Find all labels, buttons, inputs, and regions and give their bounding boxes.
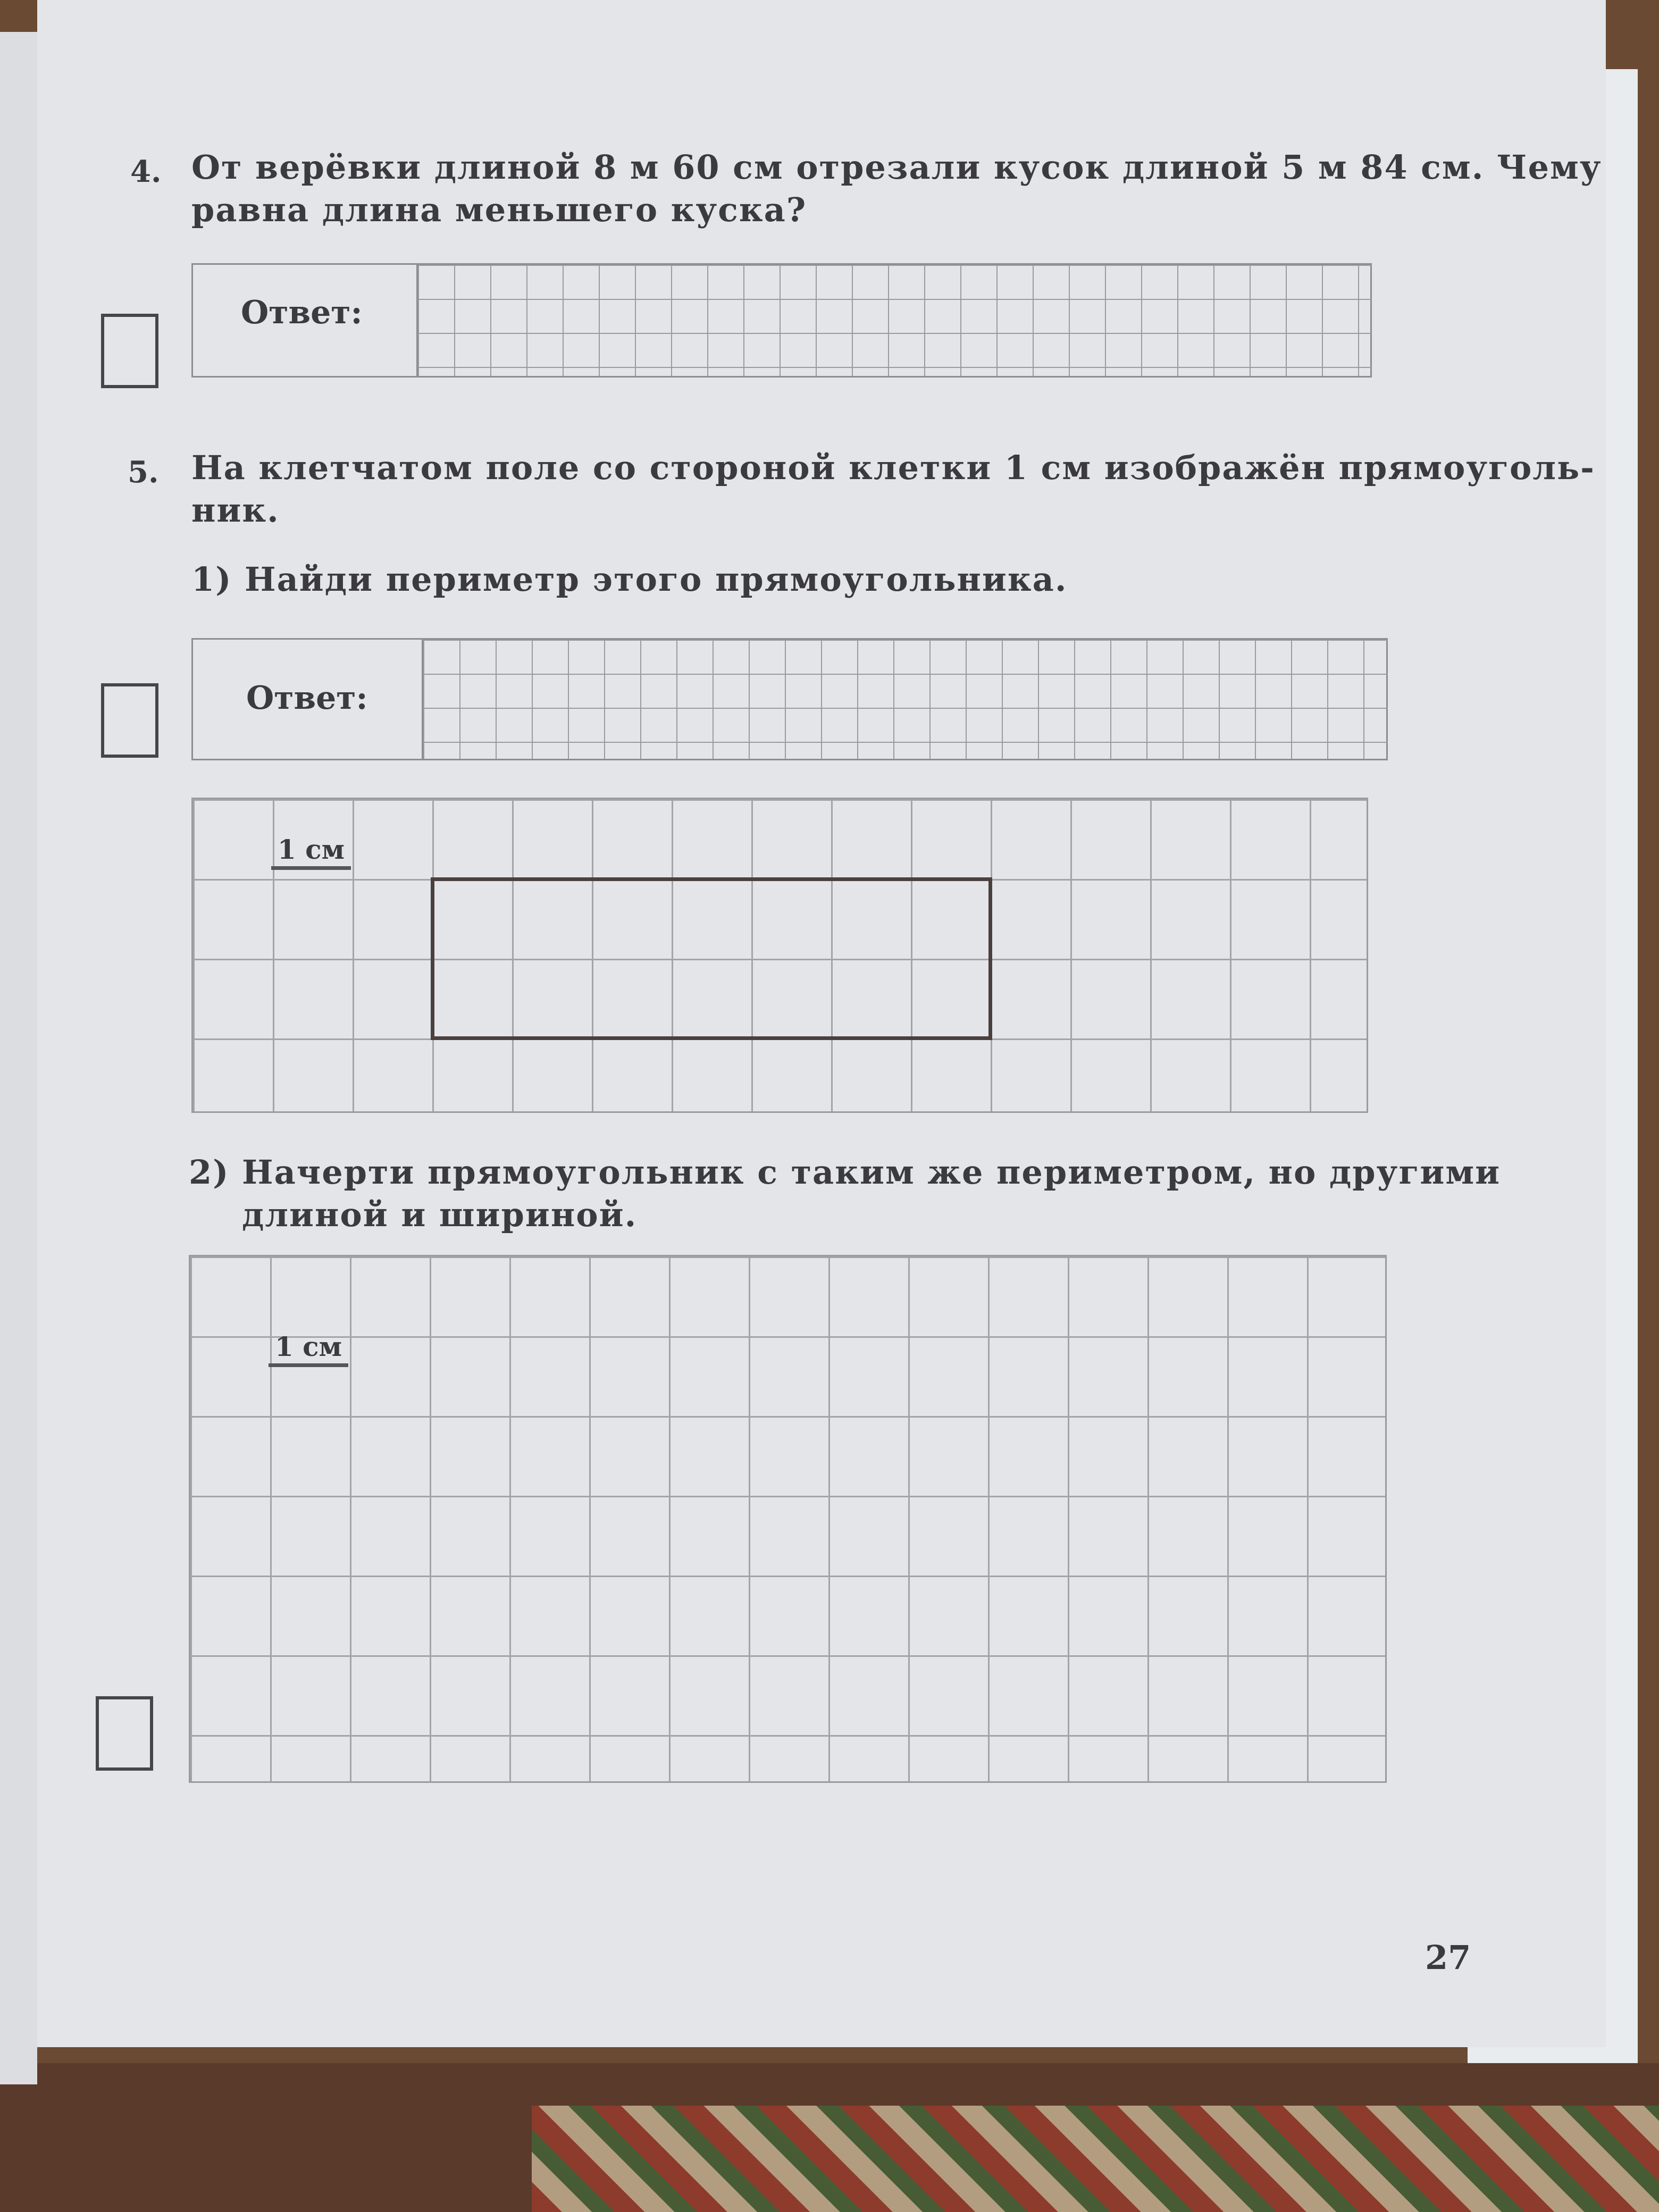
task5-answer-area xyxy=(191,638,1388,760)
rug xyxy=(532,2106,1659,2212)
task5-sub2-score-box[interactable] xyxy=(96,1696,153,1771)
task4-answer-area xyxy=(191,263,1372,378)
task5-number: 5. xyxy=(128,455,159,490)
task4-answer-label: Ответ: xyxy=(241,294,363,331)
task5-scale-label-1: 1 см xyxy=(271,834,351,870)
task5-sub1-score-box[interactable] xyxy=(101,683,158,758)
task4-question-line2: равна длина меньшего куска? xyxy=(191,190,807,229)
task5-scale-label-2: 1 см xyxy=(269,1331,348,1367)
task5-answer-grid[interactable] xyxy=(422,640,1388,759)
task5-subtask2-line1: 2) Начерти прямоугольник с таким же периметром, но другими xyxy=(189,1153,1501,1192)
task5-answer-label: Ответ: xyxy=(246,680,368,717)
task4-question-line1: От верёвки длиной 8 м 60 см отрезали кусок длиной 5 м 84 см. Чему xyxy=(191,148,1602,187)
task5-rectangle xyxy=(431,877,992,1040)
left-page-edge xyxy=(0,32,37,2084)
task4-number: 4. xyxy=(130,154,162,189)
task5-subtask2-line2: длиной и шириной. xyxy=(242,1195,638,1234)
task4-answer-grid[interactable] xyxy=(416,265,1372,376)
page-number: 27 xyxy=(1425,1938,1471,1977)
task5-figure-grid xyxy=(191,798,1368,1113)
task5-subtask1: 1) Найди периметр этого прямоугольника. xyxy=(191,560,1068,599)
task5-drawing-grid[interactable] xyxy=(189,1255,1387,1783)
task4-score-box[interactable] xyxy=(101,314,158,388)
task5-question-line1: На клетчатом поле со стороной клетки 1 см изображён прямоуголь- xyxy=(191,448,1595,487)
workbook-page xyxy=(37,0,1606,2047)
task5-question-line2: ник. xyxy=(191,491,280,530)
